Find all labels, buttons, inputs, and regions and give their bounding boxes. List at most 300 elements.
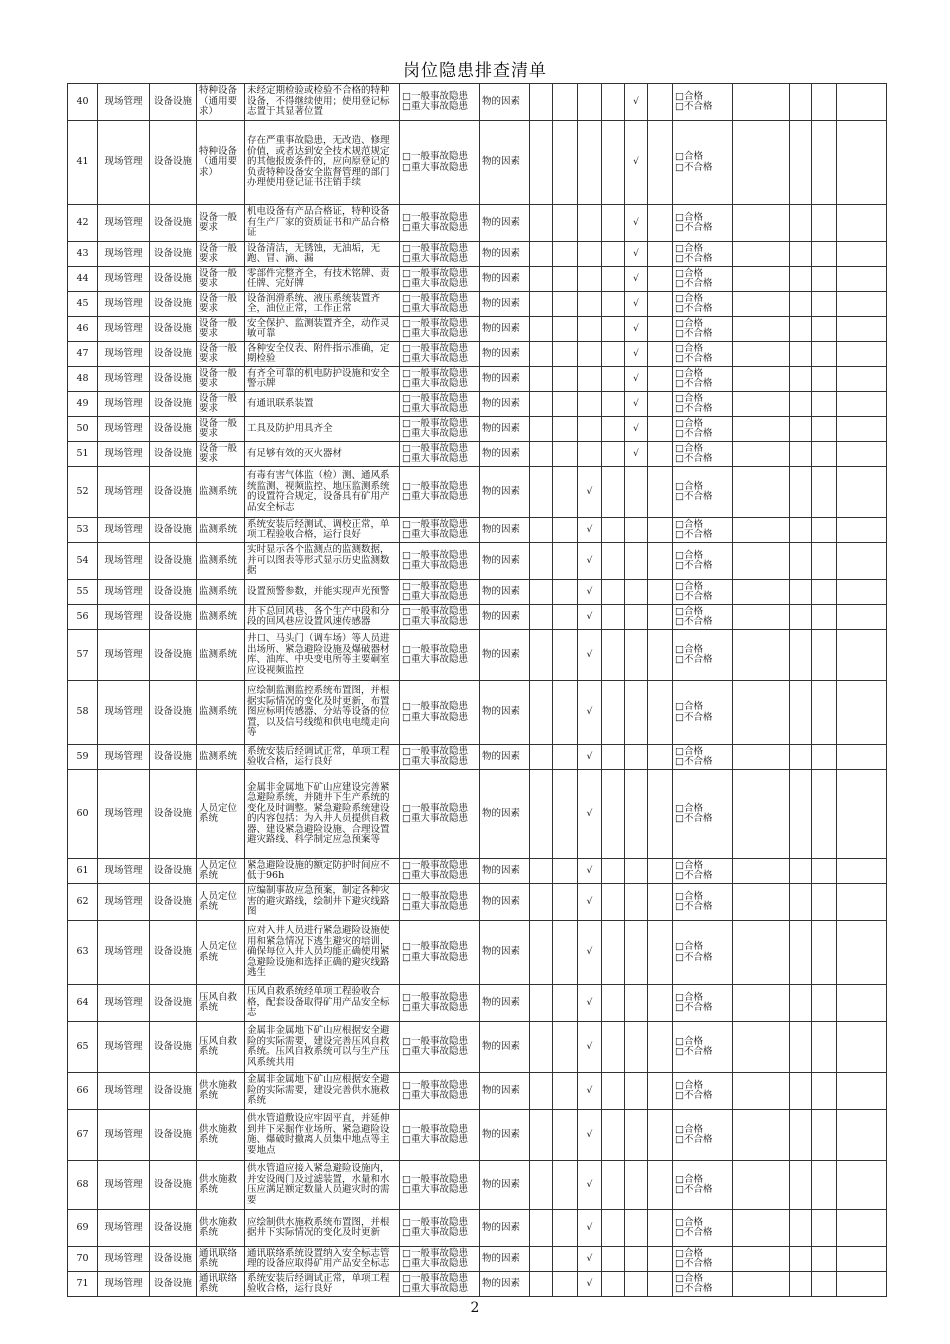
fail-checkbox[interactable]: □不合格 xyxy=(675,616,713,627)
row-number: 47 xyxy=(68,342,98,367)
general-hazard-checkbox[interactable]: □一般事故隐患 xyxy=(402,1035,468,1047)
mark-cell xyxy=(553,84,578,121)
major-hazard-checkbox[interactable]: □重大事故隐患 xyxy=(402,951,468,963)
mark-cell xyxy=(602,985,625,1022)
major-hazard-checkbox[interactable]: □重大事故隐患 xyxy=(402,901,468,912)
empty-cell-c xyxy=(812,121,837,205)
mark-cell xyxy=(602,580,625,605)
empty-cell-d xyxy=(837,543,887,580)
table-row xyxy=(68,543,887,580)
hazard-level xyxy=(400,467,480,518)
fail-checkbox[interactable]: □不合格 xyxy=(675,278,713,289)
fail-checkbox[interactable]: □不合格 xyxy=(675,101,713,112)
fail-checkbox[interactable]: □不合格 xyxy=(675,403,713,414)
subcategory: 供水施救系统 xyxy=(197,1073,245,1110)
general-hazard-checkbox[interactable]: □一般事故隐患 xyxy=(402,549,468,561)
pass-checkbox[interactable]: □合格 xyxy=(675,392,703,404)
empty-cell-a xyxy=(733,1022,790,1073)
fail-checkbox[interactable]: □不合格 xyxy=(675,870,713,881)
general-hazard-checkbox[interactable]: □一般事故隐患 xyxy=(402,802,468,814)
inspection-content: 设置预警参数，并能实现声光预警 xyxy=(245,580,400,605)
hazard-level xyxy=(400,681,480,745)
general-hazard-checkbox[interactable]: □一般事故隐患 xyxy=(402,292,468,304)
table-row xyxy=(68,681,887,745)
pass-checkbox[interactable]: □合格 xyxy=(675,518,703,530)
pass-checkbox[interactable]: □合格 xyxy=(675,1035,703,1047)
facility-category: 设备设施 xyxy=(150,745,197,770)
pass-checkbox[interactable]: □合格 xyxy=(675,342,703,354)
major-hazard-checkbox[interactable]: □重大事故隐患 xyxy=(402,1002,468,1013)
empty-cell-c xyxy=(812,921,837,985)
mark-cell xyxy=(625,84,648,121)
empty-cell-d xyxy=(837,859,887,884)
result-cell xyxy=(673,1022,733,1073)
pass-checkbox[interactable]: □合格 xyxy=(675,605,703,617)
general-hazard-checkbox[interactable]: □一般事故隐患 xyxy=(402,242,468,254)
mark-cell xyxy=(625,1110,648,1161)
major-hazard-checkbox[interactable]: □重大事故隐患 xyxy=(402,1227,468,1238)
fail-checkbox[interactable]: □不合格 xyxy=(675,1046,713,1057)
empty-cell-a xyxy=(733,605,790,630)
fail-checkbox[interactable]: □不合格 xyxy=(675,253,713,264)
mark-cell xyxy=(530,1022,553,1073)
general-hazard-checkbox[interactable]: □一般事故隐患 xyxy=(402,151,468,162)
subcategory: 人员定位系统 xyxy=(197,884,245,921)
mark-cell xyxy=(578,292,602,317)
major-hazard-checkbox[interactable]: □重大事故隐患 xyxy=(402,403,468,414)
hazard-level xyxy=(400,367,480,392)
check-mark: √ xyxy=(586,865,593,876)
major-hazard-checkbox[interactable]: □重大事故隐患 xyxy=(402,253,468,264)
subcategory: 人员定位系统 xyxy=(197,859,245,884)
facility-category: 设备设施 xyxy=(150,770,197,859)
mark-cell xyxy=(625,317,648,342)
mark-cell xyxy=(553,317,578,342)
fail-checkbox[interactable]: □不合格 xyxy=(675,491,713,502)
mark-cell xyxy=(625,467,648,518)
row-number: 65 xyxy=(68,1022,98,1073)
mark-cell xyxy=(648,859,673,884)
pass-checkbox[interactable]: □合格 xyxy=(675,1216,703,1228)
table-row xyxy=(68,985,887,1022)
hazard-checklist-table xyxy=(67,83,887,1297)
general-hazard-checkbox[interactable]: □一般事故隐患 xyxy=(402,267,468,279)
empty-cell-d xyxy=(837,580,887,605)
empty-cell-a xyxy=(733,985,790,1022)
general-hazard-checkbox[interactable]: □一般事故隐患 xyxy=(402,745,468,757)
mark-cell xyxy=(602,205,625,242)
subcategory: 人员定位系统 xyxy=(197,770,245,859)
pass-checkbox[interactable]: □合格 xyxy=(675,859,703,871)
general-hazard-checkbox[interactable]: □一般事故隐患 xyxy=(402,605,468,617)
mark-cell xyxy=(625,342,648,367)
fail-checkbox[interactable]: □不合格 xyxy=(675,529,713,540)
fail-checkbox[interactable]: □不合格 xyxy=(675,1090,713,1101)
table-row xyxy=(68,605,887,630)
hazard-level xyxy=(400,1272,480,1297)
major-hazard-checkbox[interactable]: □重大事故隐患 xyxy=(402,1134,468,1145)
facility-category: 设备设施 xyxy=(150,543,197,580)
pass-checkbox[interactable]: □合格 xyxy=(675,802,703,814)
general-hazard-checkbox[interactable]: □一般事故隐患 xyxy=(402,643,468,655)
general-hazard-checkbox[interactable]: □一般事故隐患 xyxy=(402,890,468,902)
mark-cell xyxy=(578,1073,602,1110)
mark-cell xyxy=(578,630,602,681)
fail-checkbox[interactable]: □不合格 xyxy=(675,654,713,665)
general-hazard-checkbox[interactable]: □一般事故隐患 xyxy=(402,1272,468,1284)
hazard-level xyxy=(400,392,480,417)
table-row xyxy=(68,1161,887,1210)
mark-cell xyxy=(530,1272,553,1297)
hazard-factor: 物的因素 xyxy=(480,681,530,745)
general-hazard-checkbox[interactable]: □一般事故隐患 xyxy=(402,417,468,429)
empty-cell-b xyxy=(790,205,812,242)
hazard-factor: 物的因素 xyxy=(480,342,530,367)
empty-cell-c xyxy=(812,1161,837,1210)
hazard-level xyxy=(400,884,480,921)
pass-checkbox[interactable]: □合格 xyxy=(675,701,703,712)
mark-cell xyxy=(648,467,673,518)
row-number: 44 xyxy=(68,267,98,292)
facility-category: 设备设施 xyxy=(150,242,197,267)
check-mark: √ xyxy=(633,448,639,459)
fail-checkbox[interactable]: □不合格 xyxy=(675,1258,713,1269)
subcategory: 监测系统 xyxy=(197,630,245,681)
mark-cell xyxy=(578,859,602,884)
mark-cell xyxy=(648,745,673,770)
row-number: 67 xyxy=(68,1110,98,1161)
empty-cell-a xyxy=(733,580,790,605)
empty-cell-c xyxy=(812,630,837,681)
result-cell xyxy=(673,242,733,267)
major-hazard-checkbox[interactable]: □重大事故隐患 xyxy=(402,491,468,502)
fail-checkbox[interactable]: □不合格 xyxy=(675,711,713,723)
general-hazard-checkbox[interactable]: □一般事故隐患 xyxy=(402,392,468,404)
subcategory: 设备一般要求 xyxy=(197,442,245,467)
pass-checkbox[interactable]: □合格 xyxy=(675,267,703,279)
general-hazard-checkbox[interactable]: □一般事故隐患 xyxy=(402,941,468,952)
major-hazard-checkbox[interactable]: □重大事故隐患 xyxy=(402,1283,468,1294)
major-hazard-checkbox[interactable]: □重大事故隐患 xyxy=(402,453,468,464)
inspection-content: 通讯联络系统设置纳入安全标志管理的设备应取得矿用产品安全标志 xyxy=(245,1247,400,1272)
hazard-level xyxy=(400,242,480,267)
major-hazard-checkbox[interactable]: □重大事故隐患 xyxy=(402,353,468,364)
hazard-level xyxy=(400,518,480,543)
inspection-content: 未经定期检验或检验不合格的特种设备，不得继续使用；使用登记标志置于其显著位置 xyxy=(245,84,400,121)
general-hazard-checkbox[interactable]: □一般事故隐患 xyxy=(402,1247,468,1259)
mark-cell xyxy=(602,467,625,518)
table-row xyxy=(68,630,887,681)
mark-cell xyxy=(553,921,578,985)
mark-cell xyxy=(602,1073,625,1110)
mark-cell xyxy=(578,242,602,267)
management-type: 现场管理 xyxy=(98,518,150,543)
major-hazard-checkbox[interactable]: □重大事故隐患 xyxy=(402,328,468,339)
fail-checkbox[interactable]: □不合格 xyxy=(675,428,713,439)
pass-checkbox[interactable]: □合格 xyxy=(675,367,703,379)
mark-cell xyxy=(578,1161,602,1210)
check-mark: √ xyxy=(633,323,639,334)
mark-cell xyxy=(553,1110,578,1161)
inspection-content: 实时显示各个监测点的监测数据，并可以图表等形式显示历史监测数据 xyxy=(245,543,400,580)
fail-checkbox[interactable]: □不合格 xyxy=(675,1227,713,1238)
empty-cell-a xyxy=(733,467,790,518)
mark-cell xyxy=(553,205,578,242)
empty-cell-a xyxy=(733,681,790,745)
major-hazard-checkbox[interactable]: □重大事故隐患 xyxy=(402,529,468,540)
mark-cell xyxy=(530,985,553,1022)
table-row xyxy=(68,1022,887,1073)
fail-checkbox[interactable]: □不合格 xyxy=(675,591,713,602)
pass-checkbox[interactable]: □合格 xyxy=(675,1123,703,1135)
empty-cell-d xyxy=(837,1022,887,1073)
facility-category: 设备设施 xyxy=(150,1247,197,1272)
mark-cell xyxy=(602,1247,625,1272)
management-type: 现场管理 xyxy=(98,1247,150,1272)
empty-cell-b xyxy=(790,317,812,342)
empty-cell-b xyxy=(790,367,812,392)
major-hazard-checkbox[interactable]: □重大事故隐患 xyxy=(402,161,468,173)
pass-checkbox[interactable]: □合格 xyxy=(675,580,703,592)
fail-checkbox[interactable]: □不合格 xyxy=(675,1134,713,1145)
fail-checkbox[interactable]: □不合格 xyxy=(675,161,713,173)
empty-cell-b xyxy=(790,1247,812,1272)
mark-cell xyxy=(625,681,648,745)
major-hazard-checkbox[interactable]: □重大事故隐患 xyxy=(402,1046,468,1057)
table-row xyxy=(68,1073,887,1110)
subcategory: 人员定位系统 xyxy=(197,921,245,985)
mark-cell xyxy=(648,518,673,543)
general-hazard-checkbox[interactable]: □一般事故隐患 xyxy=(402,701,468,712)
fail-checkbox[interactable]: □不合格 xyxy=(675,1002,713,1013)
pass-checkbox[interactable]: □合格 xyxy=(675,941,703,952)
pass-checkbox[interactable]: □合格 xyxy=(675,890,703,902)
management-type: 现场管理 xyxy=(98,543,150,580)
result-cell xyxy=(673,1073,733,1110)
pass-checkbox[interactable]: □合格 xyxy=(675,480,703,492)
table-row xyxy=(68,467,887,518)
facility-category: 设备设施 xyxy=(150,518,197,543)
empty-cell-a xyxy=(733,1073,790,1110)
pass-checkbox[interactable]: □合格 xyxy=(675,317,703,329)
mark-cell xyxy=(578,518,602,543)
pass-checkbox[interactable]: □合格 xyxy=(675,991,703,1003)
row-number: 52 xyxy=(68,467,98,518)
fail-checkbox[interactable]: □不合格 xyxy=(675,756,713,767)
table-row xyxy=(68,1272,887,1297)
major-hazard-checkbox[interactable]: □重大事故隐患 xyxy=(402,654,468,665)
subcategory: 设备一般要求 xyxy=(197,367,245,392)
empty-cell-c xyxy=(812,1110,837,1161)
facility-category: 设备设施 xyxy=(150,884,197,921)
major-hazard-checkbox[interactable]: □重大事故隐患 xyxy=(402,560,468,571)
inspection-content: 金属非金属地下矿山应根据安全避险的实际需要，建设完善压风自救系统。压风自救系统可以与生产压风系统共用 xyxy=(245,1022,400,1073)
general-hazard-checkbox[interactable]: □一般事故隐患 xyxy=(402,480,468,492)
mark-cell xyxy=(578,392,602,417)
inspection-content: 系统安装后经测试、调校正常，单项工程验收合格，运行良好 xyxy=(245,518,400,543)
empty-cell-b xyxy=(790,242,812,267)
major-hazard-checkbox[interactable]: □重大事故隐患 xyxy=(402,303,468,314)
empty-cell-b xyxy=(790,1210,812,1247)
management-type: 现场管理 xyxy=(98,1210,150,1247)
empty-cell-d xyxy=(837,770,887,859)
table-row xyxy=(68,859,887,884)
major-hazard-checkbox[interactable]: □重大事故隐患 xyxy=(402,101,468,112)
mark-cell xyxy=(530,317,553,342)
fail-checkbox[interactable]: □不合格 xyxy=(675,1283,713,1294)
mark-cell xyxy=(625,442,648,467)
result-cell xyxy=(673,518,733,543)
pass-checkbox[interactable]: □合格 xyxy=(675,151,703,162)
fail-checkbox[interactable]: □不合格 xyxy=(675,560,713,571)
management-type: 现场管理 xyxy=(98,292,150,317)
major-hazard-checkbox[interactable]: □重大事故隐患 xyxy=(402,591,468,602)
fail-checkbox[interactable]: □不合格 xyxy=(675,453,713,464)
hazard-level xyxy=(400,745,480,770)
general-hazard-checkbox[interactable]: □一般事故隐患 xyxy=(402,317,468,329)
facility-category: 设备设施 xyxy=(150,1210,197,1247)
management-type: 现场管理 xyxy=(98,921,150,985)
general-hazard-checkbox[interactable]: □一般事故隐患 xyxy=(402,367,468,379)
mark-cell xyxy=(625,1210,648,1247)
mark-cell xyxy=(602,84,625,121)
mark-cell xyxy=(602,1272,625,1297)
general-hazard-checkbox[interactable]: □一般事故隐患 xyxy=(402,518,468,530)
major-hazard-checkbox[interactable]: □重大事故隐患 xyxy=(402,1090,468,1101)
major-hazard-checkbox[interactable]: □重大事故隐患 xyxy=(402,222,468,233)
general-hazard-checkbox[interactable]: □一般事故隐患 xyxy=(402,211,468,223)
major-hazard-checkbox[interactable]: □重大事故隐患 xyxy=(402,616,468,627)
empty-cell-d xyxy=(837,1161,887,1210)
empty-cell-c xyxy=(812,1272,837,1297)
mark-cell xyxy=(530,770,553,859)
mark-cell xyxy=(648,392,673,417)
major-hazard-checkbox[interactable]: □重大事故隐患 xyxy=(402,1184,468,1195)
fail-checkbox[interactable]: □不合格 xyxy=(675,353,713,364)
inspection-content: 压风自救系统经单项工程验收合格，配套设备取得矿用产品安全标志 xyxy=(245,985,400,1022)
subcategory: 压风自救系统 xyxy=(197,1022,245,1073)
major-hazard-checkbox[interactable]: □重大事故隐患 xyxy=(402,756,468,767)
mark-cell xyxy=(602,242,625,267)
major-hazard-checkbox[interactable]: □重大事故隐患 xyxy=(402,278,468,289)
pass-checkbox[interactable]: □合格 xyxy=(675,745,703,757)
pass-checkbox[interactable]: □合格 xyxy=(675,211,703,223)
empty-cell-b xyxy=(790,580,812,605)
facility-category: 设备设施 xyxy=(150,859,197,884)
pass-checkbox[interactable]: □合格 xyxy=(675,242,703,254)
major-hazard-checkbox[interactable]: □重大事故隐患 xyxy=(402,1258,468,1269)
fail-checkbox[interactable]: □不合格 xyxy=(675,1184,713,1195)
major-hazard-checkbox[interactable]: □重大事故隐患 xyxy=(402,378,468,389)
fail-checkbox[interactable]: □不合格 xyxy=(675,328,713,339)
empty-cell-a xyxy=(733,267,790,292)
mark-cell xyxy=(530,442,553,467)
empty-cell-c xyxy=(812,543,837,580)
general-hazard-checkbox[interactable]: □一般事故隐患 xyxy=(402,342,468,354)
general-hazard-checkbox[interactable]: □一般事故隐患 xyxy=(402,442,468,454)
management-type: 现场管理 xyxy=(98,205,150,242)
subcategory: 设备一般要求 xyxy=(197,292,245,317)
mark-cell xyxy=(530,417,553,442)
empty-cell-d xyxy=(837,1073,887,1110)
pass-checkbox[interactable]: □合格 xyxy=(675,1079,703,1091)
general-hazard-checkbox[interactable]: □一般事故隐患 xyxy=(402,580,468,592)
general-hazard-checkbox[interactable]: □一般事故隐患 xyxy=(402,90,468,102)
pass-checkbox[interactable]: □合格 xyxy=(675,417,703,429)
mark-cell xyxy=(530,1110,553,1161)
general-hazard-checkbox[interactable]: □一般事故隐患 xyxy=(402,1079,468,1091)
empty-cell-d xyxy=(837,442,887,467)
mark-cell xyxy=(578,267,602,292)
fail-checkbox[interactable]: □不合格 xyxy=(675,813,713,824)
management-type: 现场管理 xyxy=(98,1161,150,1210)
major-hazard-checkbox[interactable]: □重大事故隐患 xyxy=(402,870,468,881)
pass-checkbox[interactable]: □合格 xyxy=(675,1247,703,1259)
major-hazard-checkbox[interactable]: □重大事故隐患 xyxy=(402,813,468,824)
pass-checkbox[interactable]: □合格 xyxy=(675,549,703,561)
facility-category: 设备设施 xyxy=(150,580,197,605)
row-number: 63 xyxy=(68,921,98,985)
mark-cell xyxy=(625,859,648,884)
check-mark: √ xyxy=(633,298,639,309)
empty-cell-c xyxy=(812,985,837,1022)
fail-checkbox[interactable]: □不合格 xyxy=(675,303,713,314)
pass-checkbox[interactable]: □合格 xyxy=(675,1272,703,1284)
hazard-level xyxy=(400,580,480,605)
facility-category: 设备设施 xyxy=(150,1272,197,1297)
pass-checkbox[interactable]: □合格 xyxy=(675,292,703,304)
table-row xyxy=(68,267,887,292)
general-hazard-checkbox[interactable]: □一般事故隐患 xyxy=(402,1173,468,1185)
fail-checkbox[interactable]: □不合格 xyxy=(675,901,713,912)
mark-cell xyxy=(578,367,602,392)
result-cell xyxy=(673,84,733,121)
result-cell xyxy=(673,367,733,392)
mark-cell xyxy=(625,267,648,292)
fail-checkbox[interactable]: □不合格 xyxy=(675,378,713,389)
general-hazard-checkbox[interactable]: □一般事故隐患 xyxy=(402,1123,468,1135)
pass-checkbox[interactable]: □合格 xyxy=(675,643,703,655)
fail-checkbox[interactable]: □不合格 xyxy=(675,951,713,963)
empty-cell-d xyxy=(837,84,887,121)
pass-checkbox[interactable]: □合格 xyxy=(675,90,703,102)
general-hazard-checkbox[interactable]: □一般事故隐患 xyxy=(402,859,468,871)
pass-checkbox[interactable]: □合格 xyxy=(675,442,703,454)
inspection-content: 金属非金属地下矿山应建设完善紧急避险系统，并随井下生产系统的变化及时调整。紧急避险系统建设的内容包括：为入井人员提供自救器、建设紧急避险设施、合理设置避灾路线、科学制定应急预案等 xyxy=(245,770,400,859)
major-hazard-checkbox[interactable]: □重大事故隐患 xyxy=(402,428,468,439)
general-hazard-checkbox[interactable]: □一般事故隐患 xyxy=(402,991,468,1003)
mark-cell xyxy=(530,1073,553,1110)
mark-cell xyxy=(530,681,553,745)
table-row xyxy=(68,580,887,605)
general-hazard-checkbox[interactable]: □一般事故隐患 xyxy=(402,1216,468,1228)
empty-cell-d xyxy=(837,745,887,770)
empty-cell-c xyxy=(812,1073,837,1110)
facility-category: 设备设施 xyxy=(150,317,197,342)
mark-cell xyxy=(578,442,602,467)
pass-checkbox[interactable]: □合格 xyxy=(675,1173,703,1185)
subcategory: 设备一般要求 xyxy=(197,205,245,242)
mark-cell xyxy=(648,1110,673,1161)
fail-checkbox[interactable]: □不合格 xyxy=(675,222,713,233)
management-type: 现场管理 xyxy=(98,884,150,921)
inspection-content: 机电设备有产品合格证，特种设备有生产厂家的资质证书和产品合格证 xyxy=(245,205,400,242)
result-cell xyxy=(673,745,733,770)
empty-cell-b xyxy=(790,770,812,859)
mark-cell xyxy=(578,543,602,580)
inspection-content: 井下总回风巷、各个生产中段和分段的回风巷应设置风速传感器 xyxy=(245,605,400,630)
major-hazard-checkbox[interactable]: □重大事故隐患 xyxy=(402,711,468,723)
